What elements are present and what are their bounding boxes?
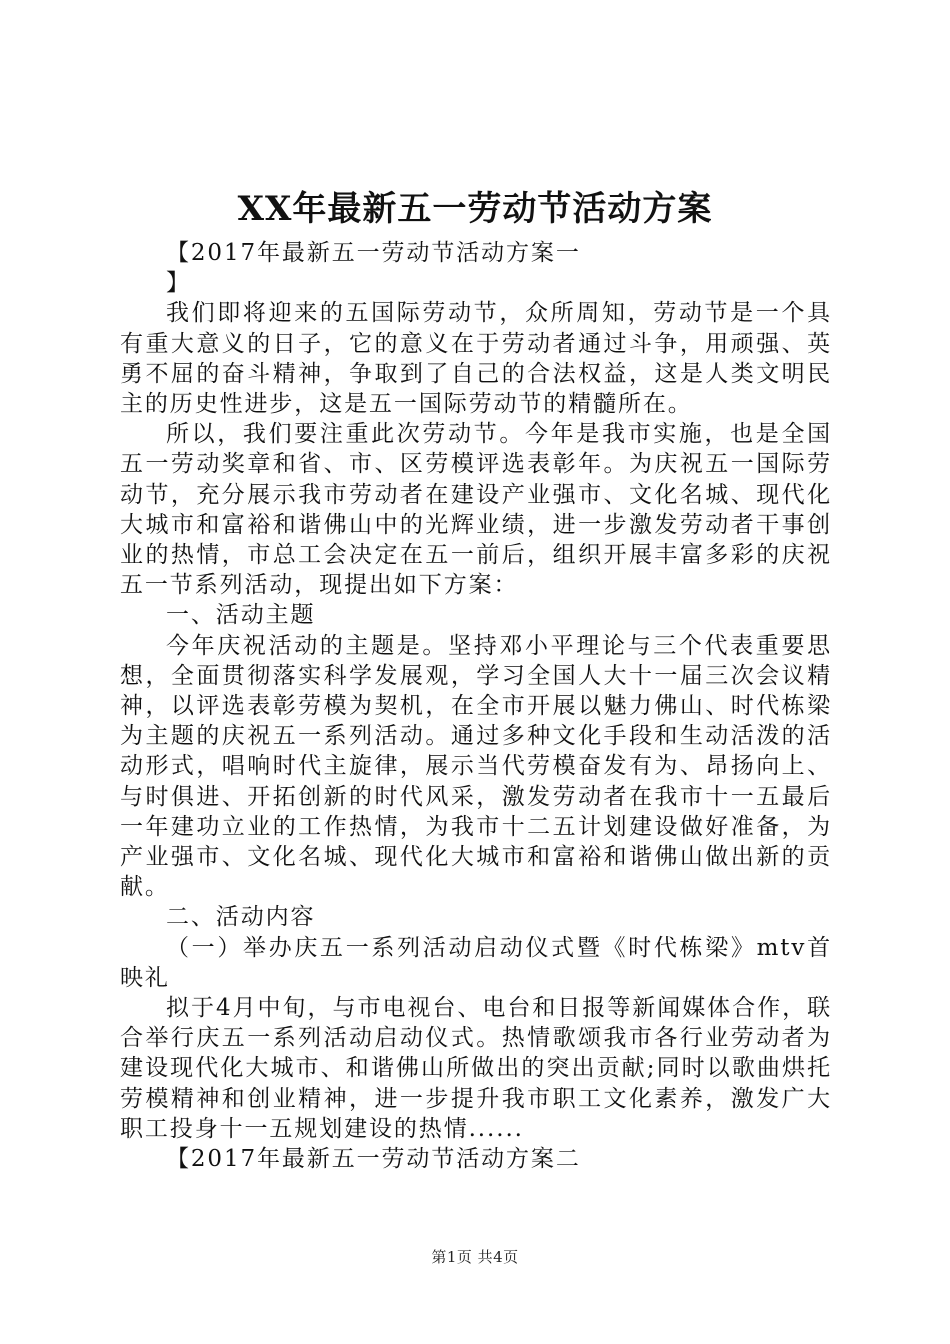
heading-activity-content: 二、活动内容 — [166, 904, 316, 931]
section-heading-bracket: 】 — [166, 270, 191, 297]
subheading-launch-ceremony: （一）举办庆五一系列活动启动仪式暨《时代栋梁》mtv首映礼 — [120, 934, 832, 991]
document-title: XX年最新五一劳动节活动方案 — [237, 189, 713, 229]
section-heading-line: 【2017年最新五一劳动节活动方案一 — [166, 240, 581, 266]
document-body — [120, 238, 832, 1174]
heading-activity-theme: 一、活动主题 — [166, 602, 316, 629]
paragraph-launch-ceremony: 拟于4月中旬，与市电视台、电台和日报等新闻媒体合作，联合举行庆五一系列活动启动仪式。热情歌颂我市各行业劳动者为建设现代化大城市、和谐佛山所做出的突出贡献;同时以歌曲烘托劳模精神和创业精神，进一步提升我市职工文化素养，激发广大职工投身十一五规划建设的热情...... — [120, 995, 832, 1142]
paragraph-purpose: 所以，我们要注重此次劳动节。今年是我市实施，也是全国五一劳动奖章和省、市、区劳模评选表彰年。为庆祝五一国际劳动节，充分展示我市劳动者在建设产业强市、文化名城、现代化大城市和富裕和谐佛山中的光辉业绩，进一步激发劳动者干事创业的热情，市总工会决定在五一前后，组织开展丰富多彩的庆祝五一节系列活动，现提出如下方案： — [120, 421, 832, 599]
paragraph-intro: 我们即将迎来的五国际劳动节，众所周知，劳动节是一个具有重大意义的日子，它的意义在于劳动者通过斗争，用顽强、英勇不屈的奋斗精神，争取到了自己的合法权益，这是人类文明民主的历史性进步，这是五一国际劳动节的精髓所在。 — [120, 300, 832, 418]
section-heading-plan-two: 【2017年最新五一劳动节活动方案二 — [166, 1146, 581, 1173]
page-footer: 第1页 共4页 — [431, 1248, 519, 1266]
paragraph-theme: 今年庆祝活动的主题是。坚持邓小平理论与三个代表重要思想，全面贯彻落实科学发展观，学习全国人大十一届三次会议精神，以评选表彰劳模为契机，在全市开展以魅力佛山、时代栋梁为主题的庆祝五一系列活动。通过多种文化手段和生动活泼的活动形式，唱响时代主旋律，展示当代劳模奋发有为、昂扬向上、与时俱进、开拓创新的时代风采，激发劳动者在我市十一五最后一年建功立业的工作热情，为我市十二五计划建设做好准备，为产业强市、文化名城、现代化大城市和富裕和谐佛山做出新的贡献。 — [120, 632, 832, 901]
